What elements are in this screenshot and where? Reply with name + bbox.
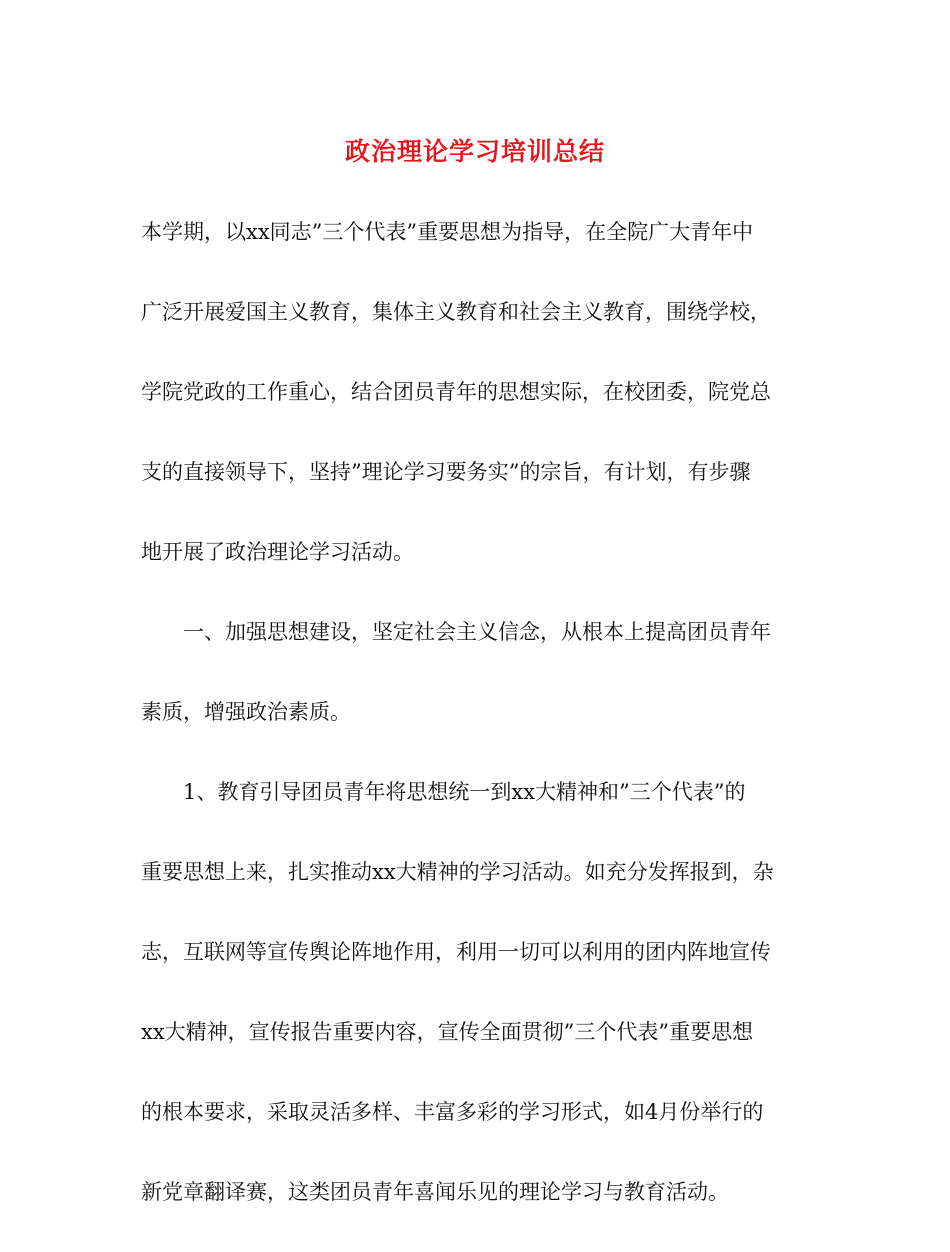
paragraph-line: xx大精神，宣传报告重要内容，宣传全面贯彻”三个代表”重要思想: [141, 1020, 754, 1044]
paragraph-line: 重要思想上来，扎实推动xx大精神的学习活动。如充分发挥报到，杂: [141, 860, 774, 884]
paragraph-line: 地开展了政治理论学习活动。: [141, 540, 414, 564]
document-body: [141, 212, 801, 1252]
section-heading-line: 素质，增强政治素质。: [141, 700, 351, 724]
paragraph-line: 本学期，以xx同志”三个代表”重要思想为指导，在全院广大青年中: [141, 220, 754, 244]
paragraph-line: 新党章翻译赛，这类团员青年喜闻乐见的理论学习与教育活动。: [141, 1180, 729, 1204]
paragraph-line: 支的直接领导下，坚持”理论学习要务实”的宗旨，有计划，有步骤: [141, 460, 751, 484]
paragraph-line: 志，互联网等宣传舆论阵地作用，利用一切可以利用的团内阵地宣传: [141, 940, 771, 964]
section-heading-line: 一、加强思想建设，坚定社会主义信念，从根本上提高团员青年: [183, 620, 771, 644]
paragraph-line: 学院党政的工作重心，结合团员青年的思想实际，在校团委，院党总: [141, 380, 771, 404]
paragraph-line: 1、教育引导团员青年将思想统一到xx大精神和”三个代表”的: [183, 780, 746, 804]
paragraph-line: 广泛开展爱国主义教育，集体主义教育和社会主义教育，围绕学校，: [141, 300, 771, 324]
document-title: 政治理论学习培训总结: [344, 137, 605, 166]
paragraph-line: 的根本要求，采取灵活多样、丰富多彩的学习形式，如4月份举行的: [141, 1100, 764, 1124]
